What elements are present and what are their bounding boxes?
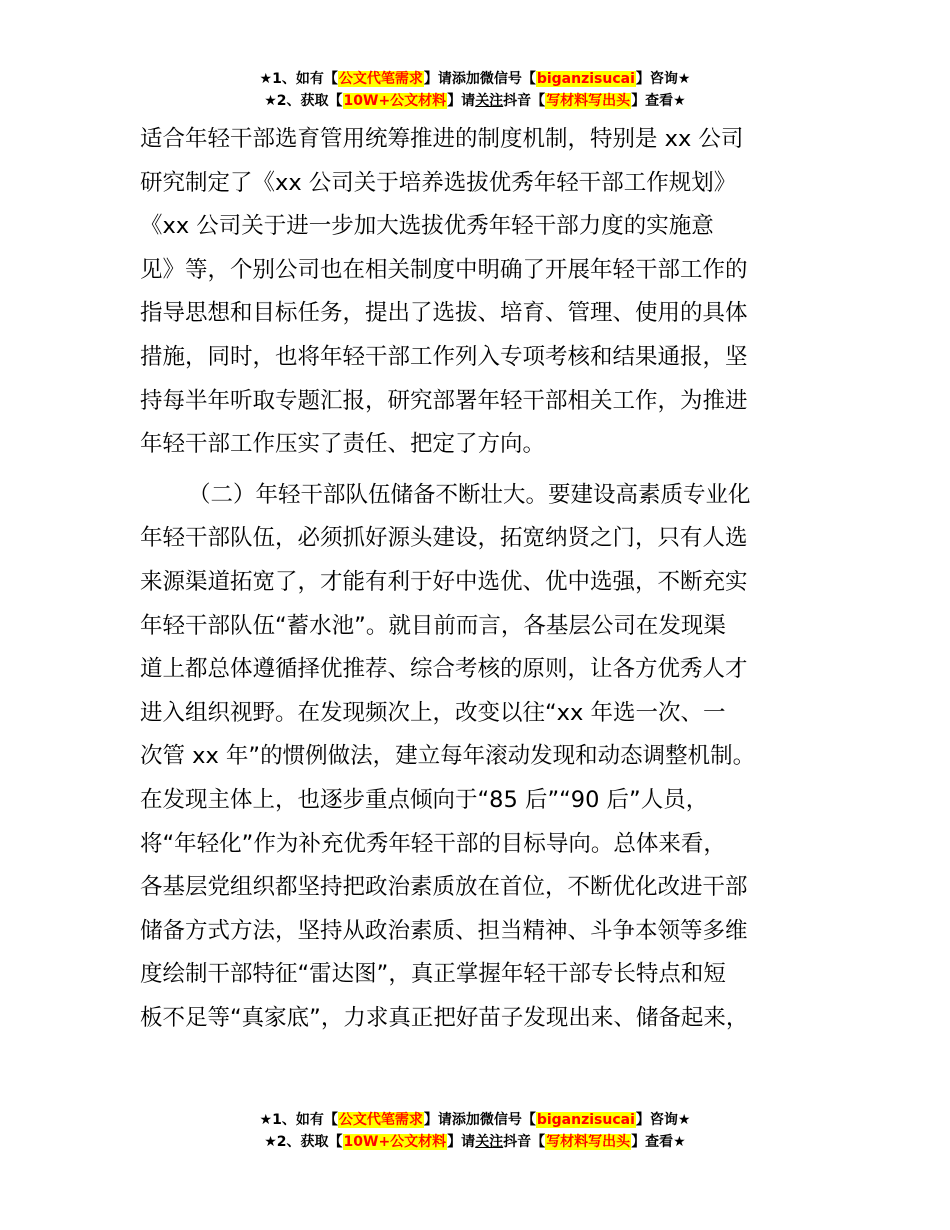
footer-banner — [0, 1109, 950, 1153]
header-banner — [0, 68, 950, 112]
text-line: 各基层党组织都坚持把政治素质放在首位，不断优化改进干部 — [140, 874, 748, 901]
banner-text: 抖音【 — [503, 1134, 546, 1150]
banner-underlined: 关注 — [475, 1134, 504, 1150]
text-line: 度绘制干部特征“雷达图”，真正掌握年轻干部专长特点和短 — [140, 961, 726, 988]
text-line: 年轻干部队伍，必须抓好源头建设，拓宽纳贤之门，只有人选 — [140, 525, 748, 552]
text-line: 在发现主体上，也逐步重点倾向于“85 后”“90 后”人员， — [140, 786, 709, 813]
banner-text: 抖音【 — [503, 93, 546, 109]
text-line: 年轻干部工作压实了责任、把定了方向。 — [140, 431, 546, 458]
text-line: 指导思想和目标任务，提出了选拔、培育、管理、使用的具体 — [140, 300, 748, 327]
banner-text: 】请添加微信号【 — [423, 71, 536, 87]
banner-text: 】请 — [447, 93, 476, 109]
text-line: 进入组织视野。在发现频次上，改变以往“xx 年选一次、一 — [140, 699, 726, 726]
banner-highlight: 公文代笔需求 — [338, 71, 423, 87]
banner-highlight: biganzisucai — [536, 1112, 635, 1128]
banner-text: ★1、如有【 — [259, 71, 338, 87]
section-heading-line: （二）年轻干部队伍储备不断壮大。要建设高素质专业化 — [188, 481, 751, 508]
text-line: 《xx 公司关于进一步加大选拔优秀年轻干部力度的实施意 — [140, 213, 714, 240]
banner-text: ★1、如有【 — [259, 1112, 338, 1128]
paragraph-1 — [140, 118, 830, 467]
text-line: 年轻干部队伍“蓄水池”。就目前而言，各基层公司在发现渠 — [140, 612, 726, 639]
banner-text: 】咨询★ — [635, 1112, 691, 1128]
banner-line-2 — [0, 1131, 950, 1153]
text-line: 见》等，个别公司也在相关制度中明确了开展年轻干部工作的 — [140, 256, 748, 283]
banner-line-1 — [0, 68, 950, 90]
text-line: 适合年轻干部选育管用统筹推进的制度机制，特别是 xx 公司 — [140, 126, 744, 152]
text-line: 储备方式方法，坚持从政治素质、担当精神、斗争本领等多维 — [140, 917, 748, 944]
banner-text: 】请添加微信号【 — [423, 1112, 536, 1128]
paragraph-2 — [140, 474, 830, 1041]
text-line: 道上都总体遵循择优推荐、综合考核的原则，让各方优秀人才 — [140, 656, 748, 683]
banner-text: 】查看★ — [631, 1134, 686, 1150]
banner-text: ★2、获取【 — [264, 1134, 343, 1150]
banner-text: 】请 — [447, 1134, 476, 1150]
banner-highlight: 公文代笔需求 — [338, 1112, 423, 1128]
text-line: 持每半年听取专题汇报，研究部署年轻干部相关工作，为推进 — [140, 387, 748, 414]
banner-highlight: 写材料写出头 — [546, 1134, 631, 1150]
banner-highlight: 10W+公文材料 — [343, 93, 447, 109]
banner-text: 】查看★ — [631, 93, 686, 109]
banner-highlight: biganzisucai — [536, 71, 635, 87]
banner-highlight: 10W+公文材料 — [343, 1134, 447, 1150]
text-line: 次管 xx 年”的惯例做法，建立每年滚动发现和动态调整机制。 — [140, 743, 756, 770]
text-line: 将“年轻化”作为补充优秀年轻干部的目标导向。总体来看， — [140, 830, 726, 857]
banner-underlined: 关注 — [475, 93, 504, 109]
banner-highlight: 写材料写出头 — [546, 93, 631, 109]
banner-text: ★2、获取【 — [264, 93, 343, 109]
paragraph-spacing — [140, 467, 830, 474]
banner-text: 】咨询★ — [635, 71, 691, 87]
text-line: 来源渠道拓宽了，才能有利于好中选优、优中选强，不断充实 — [140, 568, 748, 595]
text-line: 措施，同时，也将年轻干部工作列入专项考核和结果通报，坚 — [140, 343, 748, 370]
text-line: 板不足等“真家底”，力求真正把好苗子发现出来、储备起来， — [140, 1004, 749, 1031]
document-body — [140, 118, 830, 1040]
text-line: 研究制定了《xx 公司关于培养选拔优秀年轻干部工作规划》 — [140, 169, 737, 196]
banner-line-2 — [0, 90, 950, 112]
banner-line-1 — [0, 1109, 950, 1131]
